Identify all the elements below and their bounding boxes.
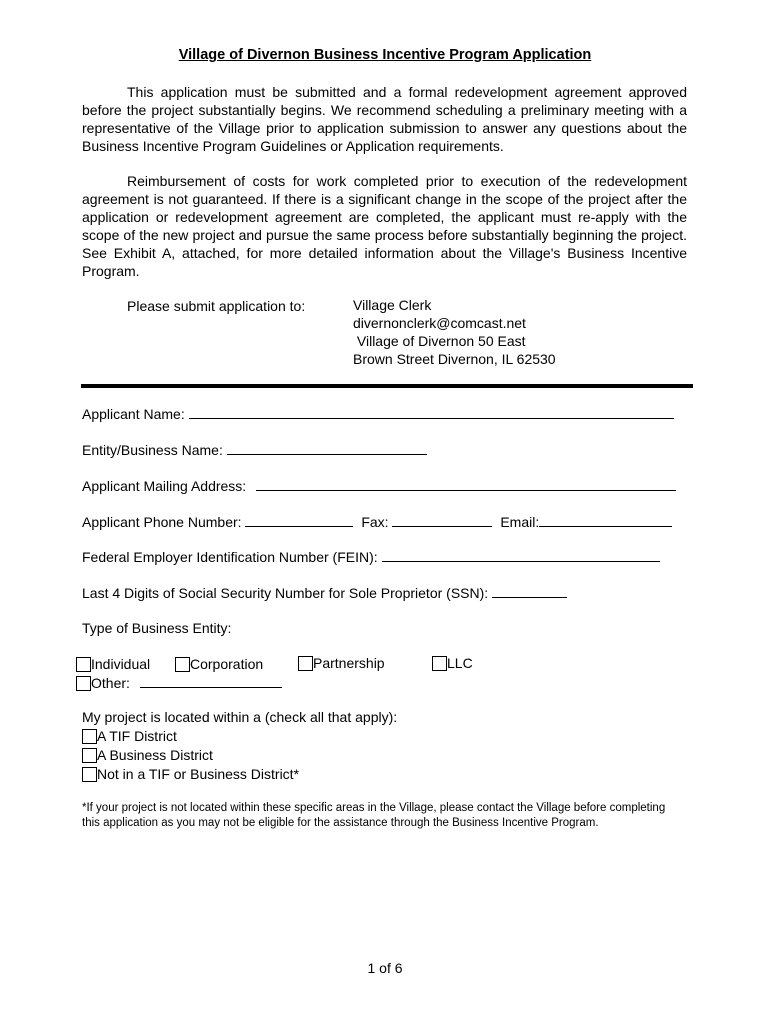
entity-option-corporation[interactable]: Corporation [175,655,263,673]
location-option-tif[interactable]: A TIF District [82,727,177,745]
other-entity-field[interactable] [140,673,282,688]
ssn-field[interactable] [492,583,567,598]
fein-field[interactable] [382,547,660,562]
checkbox[interactable] [76,657,91,672]
email-field[interactable] [539,512,672,527]
entity-option-llc[interactable]: LLC [432,654,473,672]
checkbox[interactable] [82,748,97,763]
entity-type-label: Type of Business Entity: [82,620,232,636]
checkbox[interactable] [82,767,97,782]
business-name-row [82,440,427,459]
divider-rule [81,384,693,388]
address-line: Village of Divernon 50 East [353,333,526,349]
mailing-address-row [82,476,676,495]
entity-option-other[interactable]: Other: [76,673,282,692]
entity-option-partnership[interactable]: Partnership [298,654,385,672]
phone-label: Applicant Phone Number: [82,514,242,530]
fein-label: Federal Employer Identification Number (FEIN): [82,549,378,565]
mailing-address-field[interactable] [256,476,676,491]
address-line: Village Clerk [353,297,432,313]
business-name-field[interactable] [227,440,427,455]
email-label: Email: [500,514,540,530]
phone-field[interactable] [245,512,353,527]
ssn-label: Last 4 Digits of Social Security Number for Sole Proprietor (SSN): [82,585,489,601]
page-number: 1 of 6 [367,960,403,976]
ssn-row [82,583,567,602]
location-label: My project is located within a (check all that apply): [82,709,398,725]
mailing-address-label: Applicant Mailing Address: [82,478,247,494]
fein-row [82,547,660,566]
fax-field[interactable] [392,512,492,527]
fax-label: Fax: [361,514,389,530]
business-name-label: Entity/Business Name: [82,442,223,458]
applicant-name-field[interactable] [189,404,674,419]
contact-row [82,512,672,531]
intro-paragraph-1: This application must be submitted and a formal redevelopment agreement approved before the project substantially begins. We recommend scheduling a preliminary meeting with a representative of the Village prior to application submission to answer any questions about the Business Incentive Program Guidelines or Application requirements. [82,84,687,154]
applicant-name-row [82,404,674,423]
checkbox[interactable] [76,676,91,691]
applicant-name-label: Applicant Name: [82,406,185,422]
footnote: *If your project is not located within these specific areas in the Village, please contact the Village before completing this application as you may not be eligible for the assistance through the Business Incentive Program. [82,802,666,829]
location-option-business-district[interactable]: A Business District [82,746,213,764]
page-title: Village of Divernon Business Incentive Program Application [178,47,592,63]
intro-paragraph-2: Reimbursement of costs for work completed prior to execution of the redevelopment agreement is not guaranteed. If there is a significant change in the scope of the project after the application or redevelopment agreement are completed, the applicant must re-apply with the scope of the new project and pursue the same process before substantially beginning the project. See Exhibit A, attached, for more detailed information about the Village's Business Incentive Program. [82,173,687,279]
address-line: Brown Street Divernon, IL 62530 [353,351,556,367]
location-option-neither[interactable]: Not in a TIF or Business District* [82,765,299,783]
entity-option-individual[interactable]: Individual [76,655,150,673]
checkbox[interactable] [298,656,313,671]
address-line: divernonclerk@comcast.net [353,315,526,331]
checkbox[interactable] [82,729,97,744]
submit-address [353,296,556,368]
checkbox[interactable] [432,656,447,671]
checkbox[interactable] [175,657,190,672]
submit-label: Please submit application to: [127,298,306,314]
